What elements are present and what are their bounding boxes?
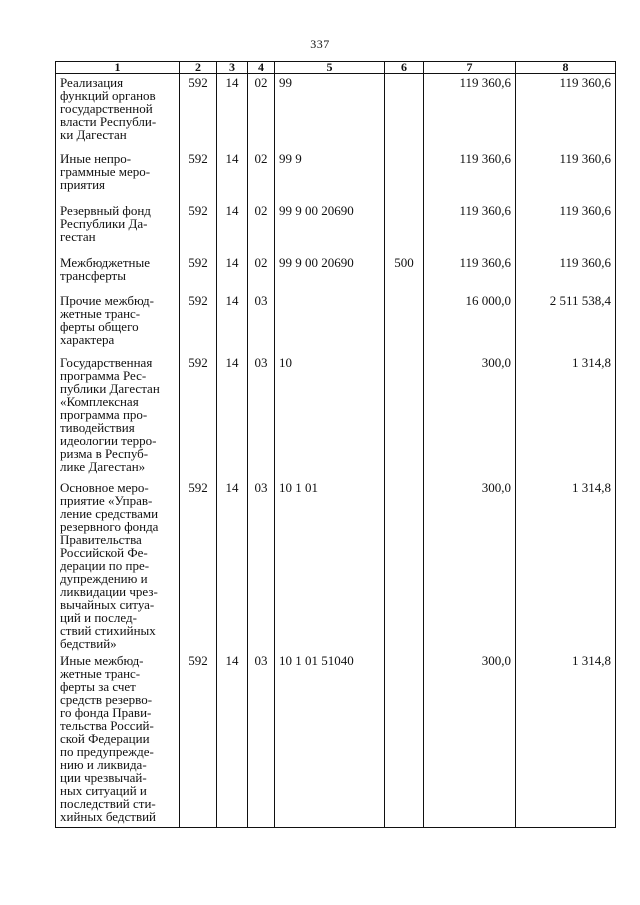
cell-col-3: 14 (217, 74, 248, 150)
cell-col-2: 592 (180, 150, 217, 202)
cell-name-line: ферты общего (60, 318, 139, 334)
header-row (56, 62, 616, 74)
cell-name-line: Прочие межбюд- (60, 292, 154, 308)
cell-name-line: лике Дагестан» (60, 458, 146, 474)
cell-name-line: дупреждению и (60, 570, 148, 586)
cell-name-line: программа Рес- (60, 367, 147, 383)
header-col-7: 7 (424, 62, 516, 74)
cell-code: 10 (275, 354, 385, 479)
cell-col-4: 02 (248, 254, 275, 292)
table-row (56, 354, 616, 479)
cell-col-3: 14 (217, 202, 248, 254)
cell-code: 99 9 (275, 150, 385, 202)
cell-amount-7: 16 000,0 (424, 292, 516, 354)
cell-amount-7: 119 360,6 (424, 202, 516, 254)
cell-name-line: трансферты (60, 267, 126, 283)
cell-name-line: средств резерво- (60, 691, 153, 707)
cell-col-6 (385, 202, 424, 254)
cell-name (56, 150, 180, 202)
cell-col-4: 02 (248, 74, 275, 150)
cell-col-2: 592 (180, 74, 217, 150)
cell-col-6 (385, 74, 424, 150)
cell-name-line: ций и послед- (60, 609, 137, 625)
cell-name-line: характера (60, 331, 115, 347)
cell-name-line: вычайных ситуа- (60, 596, 155, 612)
header-col-6: 6 (385, 62, 424, 74)
header-col-8: 8 (516, 62, 616, 74)
cell-amount-7: 119 360,6 (424, 150, 516, 202)
cell-name-line: гестан (60, 228, 96, 244)
cell-name-line: публики Дагестан (60, 380, 160, 396)
cell-name-line: «Комплексная (60, 393, 139, 409)
cell-amount-7: 300,0 (424, 652, 516, 828)
cell-col-2: 592 (180, 354, 217, 479)
cell-name (56, 202, 180, 254)
cell-name-line: власти Республи- (60, 114, 157, 129)
cell-col-4: 03 (248, 292, 275, 354)
cell-name-line: государственной (60, 101, 153, 116)
cell-name-line: Российской Фе- (60, 544, 148, 560)
cell-name-line: хийных бедствий (60, 808, 157, 824)
table-row (56, 292, 616, 354)
cell-name-line: Республики Да- (60, 215, 148, 231)
cell-col-4: 03 (248, 354, 275, 479)
cell-name (56, 74, 180, 150)
cell-name-line: ствий стихийных (60, 622, 156, 638)
cell-name-line: ных ситуаций и (60, 782, 147, 798)
cell-name-line: тиводействия (60, 419, 135, 435)
cell-name-line: Правительства (60, 531, 142, 547)
cell-col-3: 14 (217, 150, 248, 202)
table-body (56, 74, 616, 828)
cell-name-line: по предупрежде- (60, 743, 154, 759)
cell-name-line: ки Дагестан (60, 127, 127, 142)
cell-code: 10 1 01 51040 (275, 652, 385, 828)
cell-col-2: 592 (180, 479, 217, 652)
cell-name-line: ции чрезвычай- (60, 769, 147, 785)
cell-col-2: 592 (180, 254, 217, 292)
cell-code: 10 1 01 (275, 479, 385, 652)
cell-col-4: 02 (248, 150, 275, 202)
table-row (56, 479, 616, 652)
cell-name-line: Иные межбюд- (60, 652, 144, 668)
cell-col-3: 14 (217, 254, 248, 292)
cell-name (56, 292, 180, 354)
cell-code (275, 292, 385, 354)
table-row (56, 150, 616, 202)
cell-name-line: ление средствами (60, 505, 159, 521)
cell-col-3: 14 (217, 652, 248, 828)
header-col-4: 4 (248, 62, 275, 74)
header-col-5: 5 (275, 62, 385, 74)
cell-col-6 (385, 652, 424, 828)
cell-col-4: 02 (248, 202, 275, 254)
cell-name-line: граммные меро- (60, 163, 151, 179)
table-row (56, 652, 616, 828)
cell-name-line: программа про- (60, 406, 148, 422)
cell-amount-8: 119 360,6 (516, 254, 616, 292)
cell-name (56, 652, 180, 828)
cell-name-line: Иные непро- (60, 150, 132, 166)
cell-name-line: ской Федерации (60, 730, 150, 746)
cell-name-line: резервного фонда (60, 518, 159, 534)
cell-col-6: 500 (385, 254, 424, 292)
header-col-3: 3 (217, 62, 248, 74)
cell-amount-7: 300,0 (424, 354, 516, 479)
cell-amount-8: 2 511 538,4 (516, 292, 616, 354)
cell-col-4: 03 (248, 652, 275, 828)
cell-name-line: функций органов (60, 88, 156, 103)
cell-name-line: жетные транс- (60, 665, 141, 681)
cell-name-line: Государственная (60, 354, 153, 370)
table-row (56, 74, 616, 150)
cell-name-line: ризма в Респуб- (60, 445, 149, 461)
cell-col-3: 14 (217, 354, 248, 479)
cell-col-2: 592 (180, 202, 217, 254)
cell-amount-8: 119 360,6 (516, 202, 616, 254)
cell-col-6 (385, 292, 424, 354)
cell-name-line: ликвидации чрез- (60, 583, 158, 599)
cell-name-line: дерации по пре- (60, 557, 150, 573)
cell-col-3: 14 (217, 292, 248, 354)
cell-col-2: 592 (180, 652, 217, 828)
cell-col-6 (385, 354, 424, 479)
cell-name-line: Основное меро- (60, 479, 149, 495)
header-col-2: 2 (180, 62, 217, 74)
cell-name-line: идеологии терро- (60, 432, 157, 448)
cell-amount-7: 119 360,6 (424, 254, 516, 292)
page-number: 337 (310, 37, 330, 51)
cell-code: 99 9 00 20690 (275, 202, 385, 254)
cell-name (56, 254, 180, 292)
cell-col-6 (385, 479, 424, 652)
cell-amount-8: 119 360,6 (516, 74, 616, 150)
header-col-1: 1 (56, 62, 180, 74)
cell-name-line: жетные транс- (60, 305, 141, 321)
cell-name-line: Резервный фонд (60, 202, 151, 218)
cell-name-line: го фонда Прави- (60, 704, 152, 720)
cell-name-line: Реализация (60, 75, 124, 90)
cell-col-4: 03 (248, 479, 275, 652)
cell-name-line: приятие «Управ- (60, 492, 153, 508)
cell-amount-8: 1 314,8 (516, 652, 616, 828)
cell-name-line: последствий сти- (60, 795, 156, 811)
cell-amount-8: 1 314,8 (516, 479, 616, 652)
cell-name-line: нию и ликвида- (60, 756, 147, 772)
cell-col-2: 592 (180, 292, 217, 354)
cell-amount-7: 119 360,6 (424, 74, 516, 150)
cell-col-3: 14 (217, 479, 248, 652)
budget-table (55, 61, 616, 828)
table-row (56, 254, 616, 292)
cell-name-line: тельства Россий- (60, 717, 154, 733)
table-row (56, 202, 616, 254)
cell-col-6 (385, 150, 424, 202)
cell-name-line: Межбюджетные (60, 254, 150, 270)
cell-name (56, 479, 180, 652)
cell-name-line: приятия (60, 176, 106, 192)
cell-amount-8: 1 314,8 (516, 354, 616, 479)
cell-code: 99 (275, 74, 385, 150)
cell-name-line: бедствий» (60, 635, 117, 651)
cell-name (56, 354, 180, 479)
cell-code: 99 9 00 20690 (275, 254, 385, 292)
cell-amount-7: 300,0 (424, 479, 516, 652)
cell-amount-8: 119 360,6 (516, 150, 616, 202)
cell-name-line: ферты за счет (60, 678, 136, 694)
